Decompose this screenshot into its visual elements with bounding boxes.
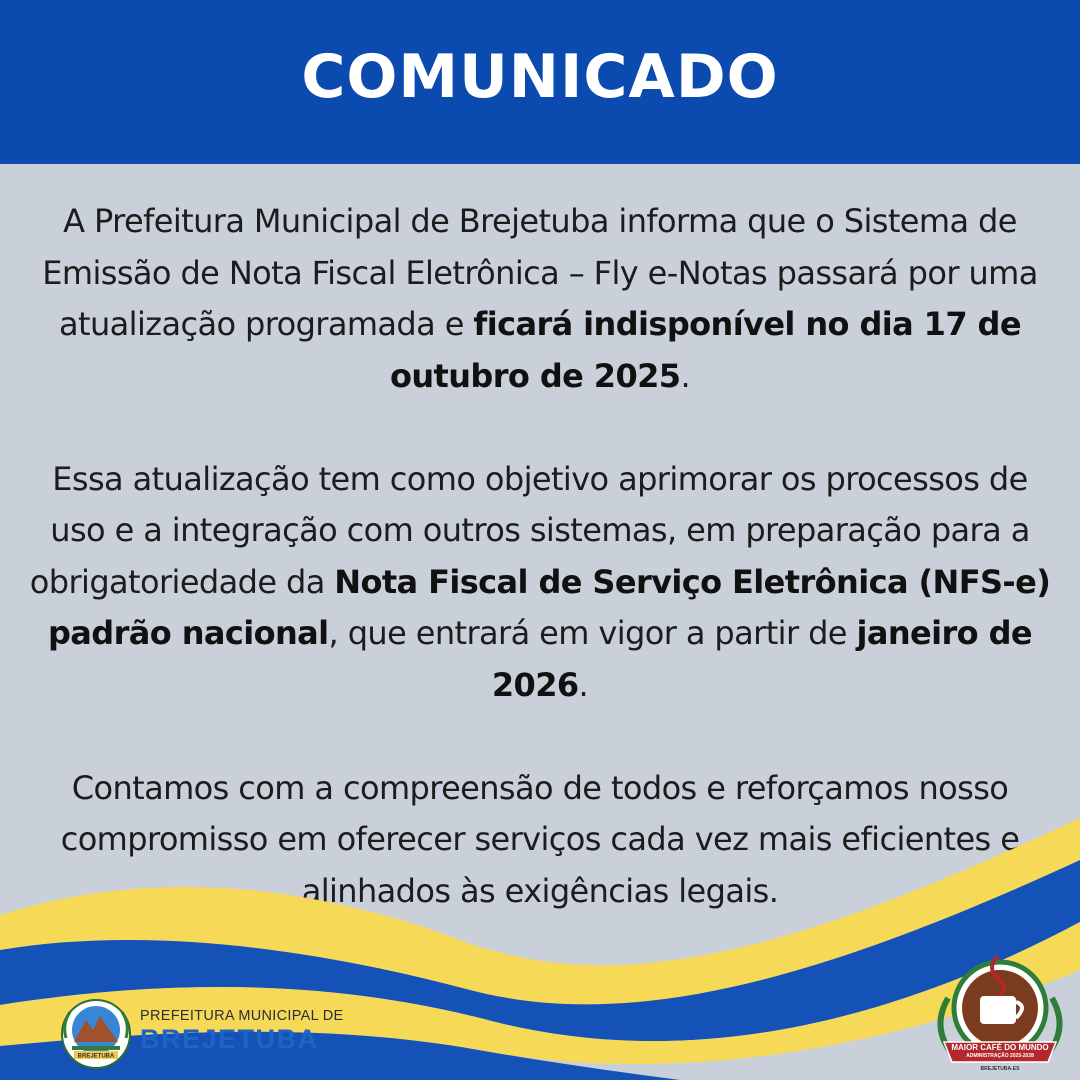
paragraph-1 [28, 196, 1052, 402]
emblem-text: BREJETUBA [77, 1053, 115, 1060]
paragraph-1-end: . [680, 356, 691, 395]
paragraph-2-highlight-nfse: Nota Fiscal de Serviço Eletrônica (NFS-e) padrão nacional [47, 562, 1051, 652]
header-banner [0, 0, 1080, 164]
paragraph-2 [28, 454, 1052, 712]
paragraph-2-text-b: , que entrará em vigor a partir de [328, 614, 857, 652]
seal-title: MAIOR CAFÉ DO MUNDO [951, 1043, 1049, 1052]
page-title: COMUNICADO [301, 42, 779, 112]
paragraph-2-end: . [578, 665, 589, 704]
paragraph-3: Contamos com a compreensão de todos e reforçamos nosso compromisso em oferecer serviços cada vez mais eficientes e alinhados às exigências legais. [60, 768, 1020, 910]
coffee-seal-icon [920, 946, 1080, 1076]
brand-name: BREJETUBA [140, 1024, 319, 1054]
brejetuba-emblem-icon [60, 998, 132, 1070]
paragraph-1-highlight: ficará indisponível no dia 17 de outubro de 2025 [389, 305, 1021, 395]
paragraph-1-text: A Prefeitura Municipal de Brejetuba informa que o Sistema de Emissão de Nota Fiscal Eletrônica – Fly e-Notas passará por uma atualização programada e [42, 202, 1038, 343]
seal-subtitle: ADMINISTRAÇÃO 2025-2028 [966, 1053, 1034, 1059]
seal-location: BREJETUBA-ES [980, 1066, 1020, 1072]
paragraph-2-text: Essa atualização tem como objetivo aprimorar os processos de uso e a integração com outros sistemas, em preparação para a obrigatoriedade da [29, 459, 1030, 601]
paragraph-2-highlight-date: janeiro de 2026 [491, 614, 1032, 704]
brand-subtitle: PREFEITURA MUNICIPAL DE [140, 1008, 344, 1024]
